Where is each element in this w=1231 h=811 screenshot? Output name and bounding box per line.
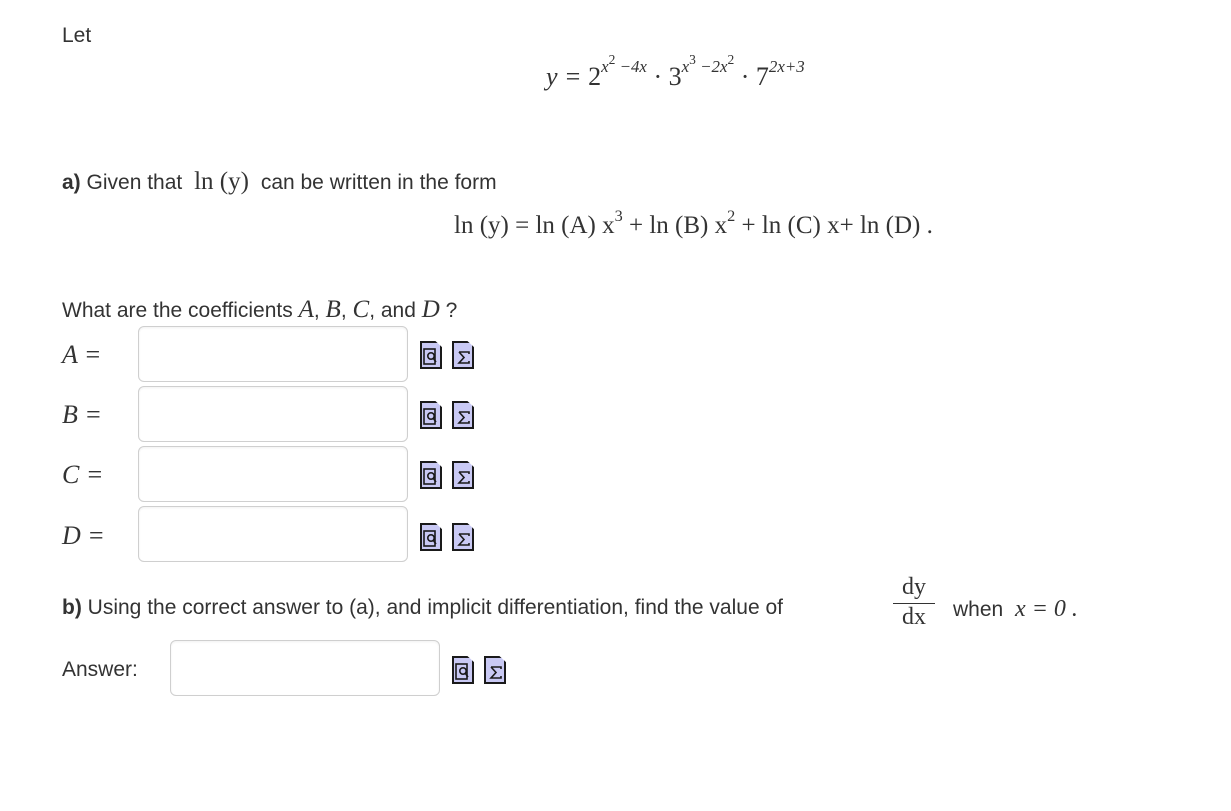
- question-var-a: A: [298, 296, 314, 323]
- log-form-mid1: + ln (B) x: [622, 212, 728, 239]
- coefficient-c-input[interactable]: [138, 446, 408, 502]
- part-b-label: b): [62, 596, 82, 619]
- y-exp2-quad: −2x: [695, 57, 728, 77]
- part-a-prompt: [62, 168, 497, 196]
- y-base-2: 2: [588, 61, 602, 91]
- y-dot-2: ·: [740, 61, 750, 91]
- part-b-text: Using the correct answer to (a), and implicit differentiation, find the value of: [87, 596, 783, 619]
- y-dot-1: ·: [653, 61, 663, 91]
- question-var-b: B: [325, 296, 341, 323]
- question-text: What are the coefficients: [62, 299, 293, 322]
- log-form-exp-2: 2: [727, 206, 736, 225]
- answer-label: Answer:: [62, 658, 138, 681]
- dy-dx-fraction: [893, 574, 935, 631]
- field-d-label: D =: [62, 521, 105, 550]
- y-exp2-square: 2: [727, 52, 735, 67]
- part-a-text1: Given that: [86, 171, 183, 194]
- y-exp1-x: x: [601, 57, 609, 77]
- y-base-3: 3: [668, 61, 682, 91]
- question-var-d: D: [421, 296, 440, 323]
- sigma-equation-editor-icon[interactable]: [452, 523, 474, 551]
- y-equation: [546, 52, 805, 92]
- answer-input[interactable]: [170, 640, 440, 696]
- y-exp2-x: x: [681, 57, 690, 77]
- coefficient-b-input[interactable]: [138, 386, 408, 442]
- sigma-equation-editor-icon[interactable]: [452, 341, 474, 369]
- part-a-text2: can be written in the form: [260, 171, 497, 194]
- y-equation-lhs: y =: [546, 61, 582, 91]
- y-exp3: 2x+3: [768, 57, 805, 77]
- magnifier-preview-icon[interactable]: [420, 523, 442, 551]
- question-comma-2: ,: [340, 299, 347, 322]
- fraction-numerator: dy: [902, 574, 926, 600]
- coefficients-question: [62, 296, 457, 324]
- question-var-c: C: [352, 296, 370, 323]
- fraction-denominator: dx: [902, 604, 926, 630]
- log-form-equation: [454, 206, 933, 240]
- magnifier-preview-icon[interactable]: [420, 341, 442, 369]
- log-form-end: + ln (C) x+ ln (D) .: [735, 212, 933, 239]
- field-b-label: B =: [62, 400, 102, 429]
- intro-text: Let: [62, 24, 92, 47]
- field-c-label: C =: [62, 460, 104, 489]
- coefficient-d-input[interactable]: [138, 506, 408, 562]
- field-a-label: A =: [62, 340, 102, 369]
- part-a-label: a): [62, 171, 81, 194]
- when-condition: x = 0 .: [1015, 596, 1078, 622]
- y-base-7: 7: [755, 61, 769, 91]
- y-exp1-linear: −4x: [615, 57, 647, 77]
- y-exp1-square: 2: [608, 52, 616, 67]
- magnifier-preview-icon[interactable]: [420, 401, 442, 429]
- magnifier-preview-icon[interactable]: [420, 461, 442, 489]
- sigma-equation-editor-icon[interactable]: [452, 401, 474, 429]
- log-form-start: ln (y) = ln (A) x: [454, 212, 615, 239]
- question-and: , and: [369, 299, 416, 322]
- y-exp2-cube: 3: [689, 52, 696, 67]
- sigma-equation-editor-icon[interactable]: [484, 656, 506, 684]
- part-a-ln-y: ln (y): [194, 168, 249, 195]
- part-b-prompt: [62, 596, 783, 620]
- sigma-equation-editor-icon[interactable]: [452, 461, 474, 489]
- when-text: when: [953, 598, 1004, 621]
- question-mark: ?: [445, 299, 458, 322]
- question-comma-1: ,: [313, 299, 320, 322]
- coefficient-a-input[interactable]: [138, 326, 408, 382]
- part-b-when: [953, 596, 1078, 623]
- magnifier-preview-icon[interactable]: [452, 656, 474, 684]
- log-form-exp-3: 3: [614, 206, 623, 225]
